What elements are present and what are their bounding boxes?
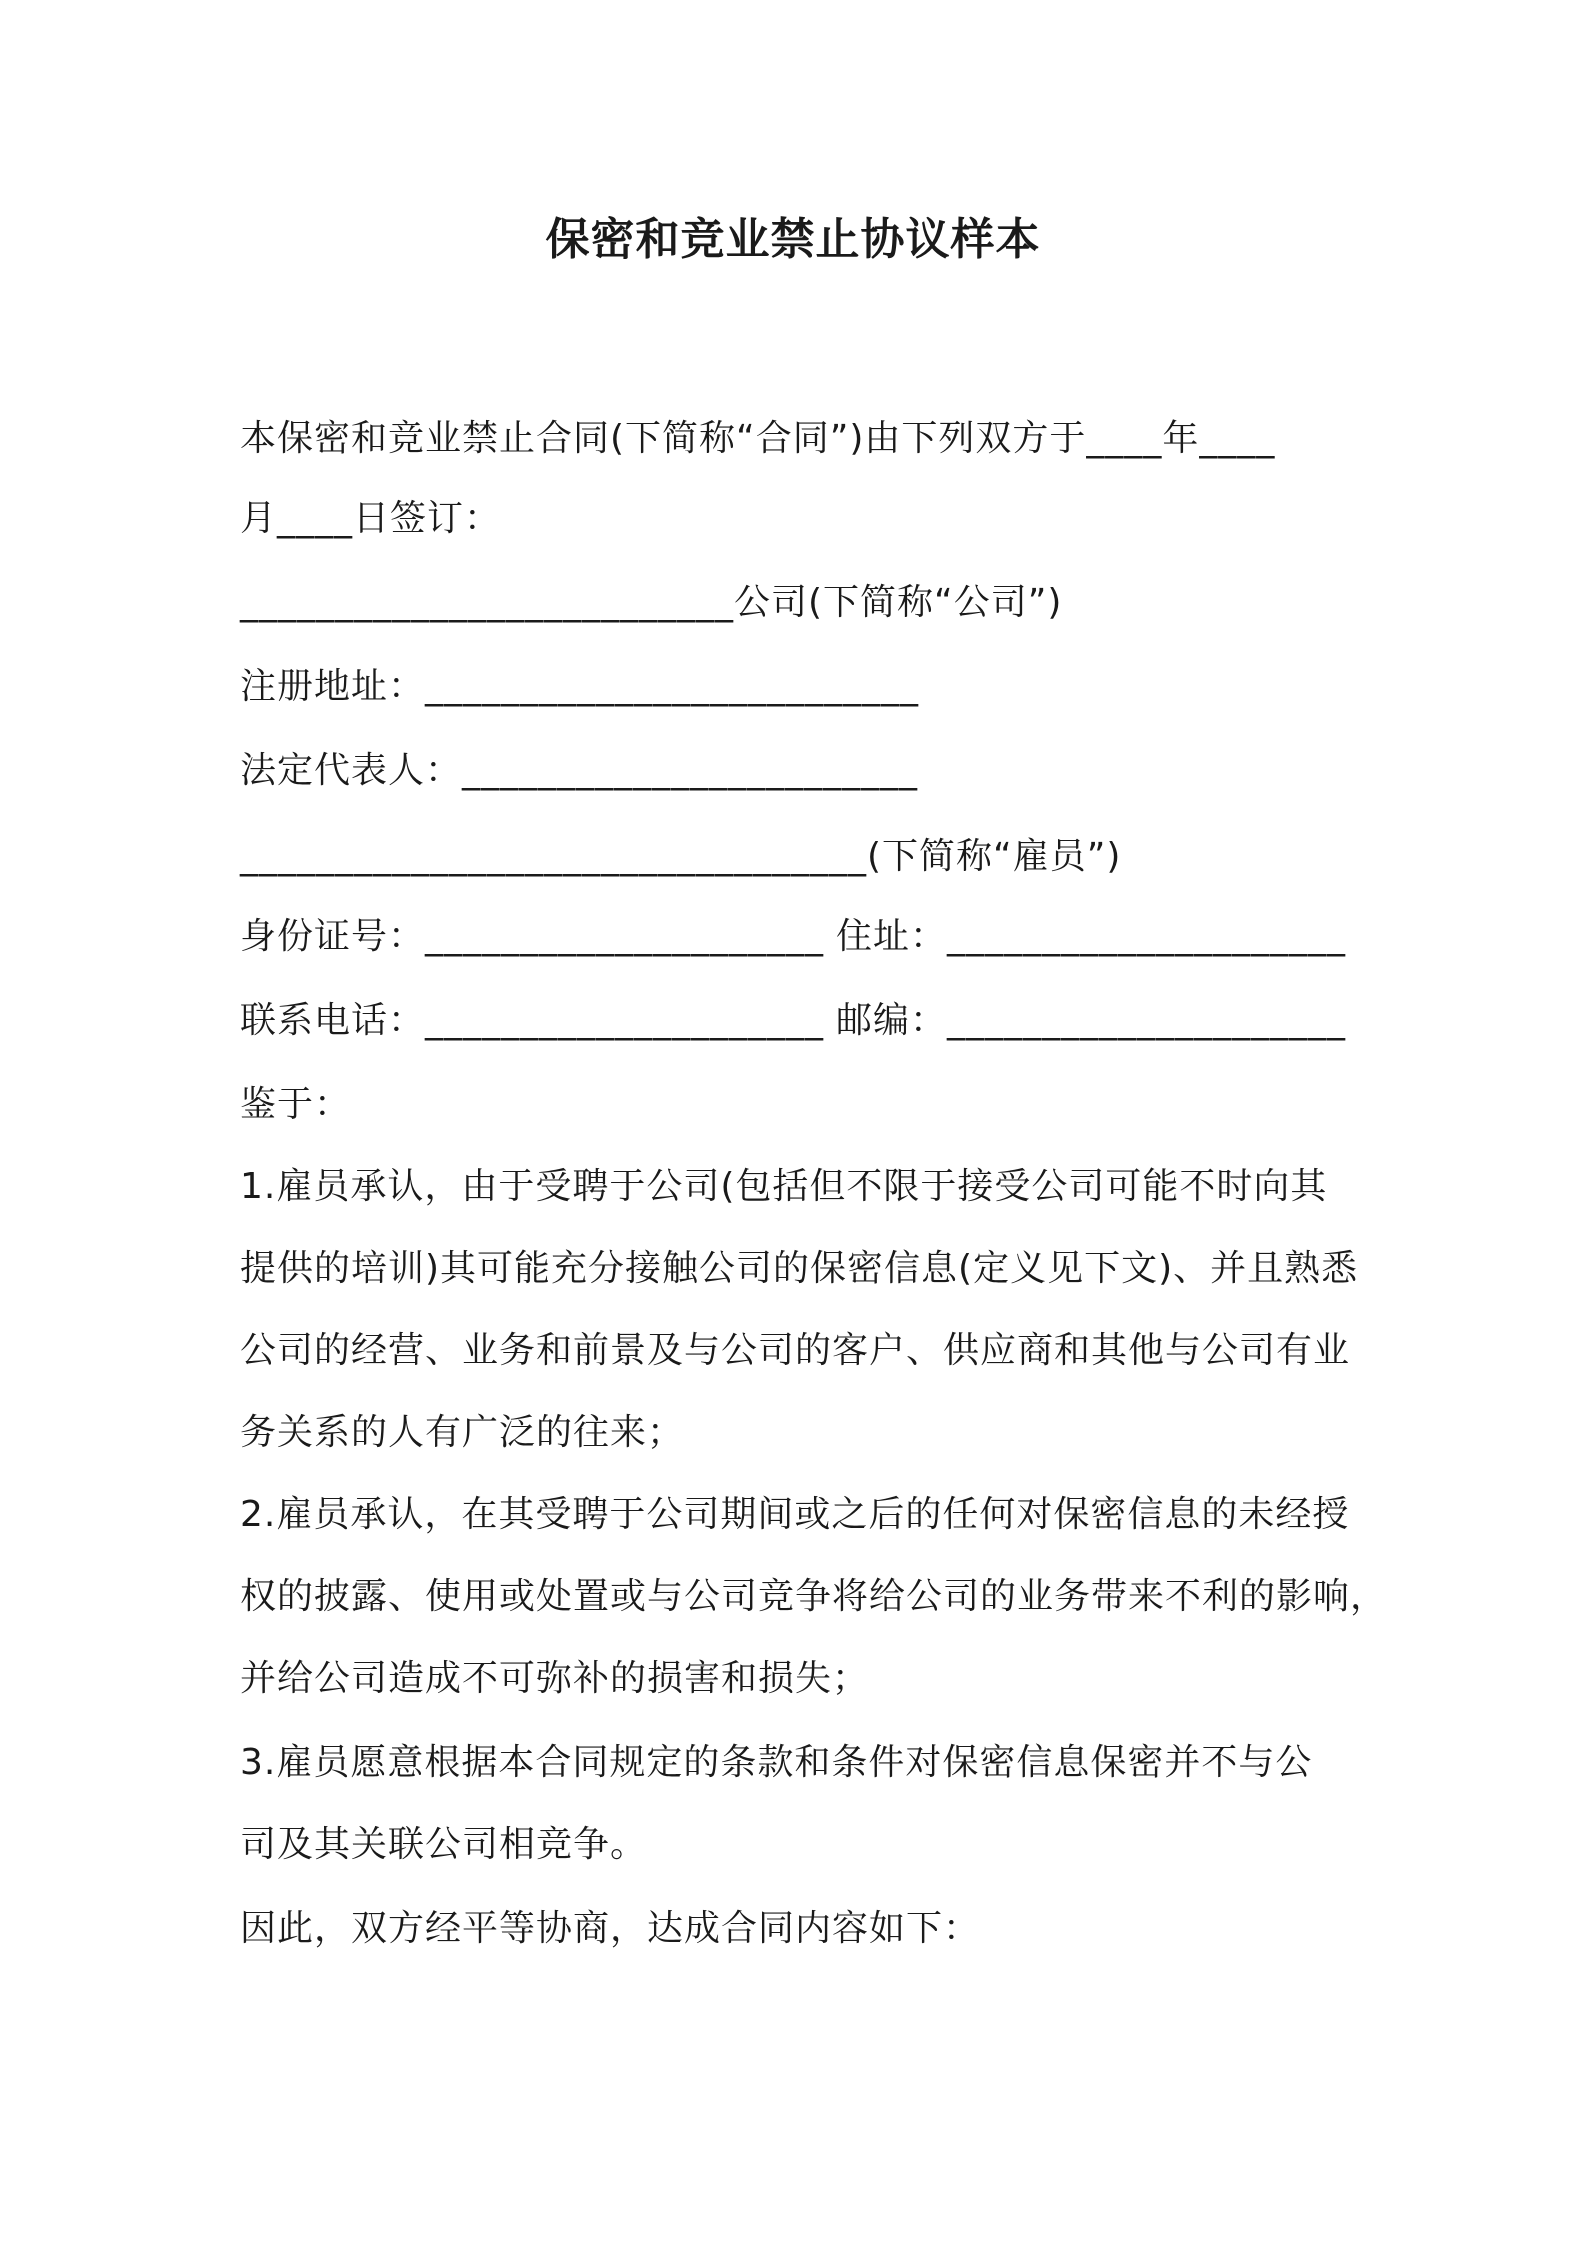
clause-1-line-3: 公司的经营、业务和前景及与公司的客户、供应商和其他与公司有业 <box>240 1330 1351 1371</box>
clause-3-line-2: 司及其关联公司相竞争。 <box>240 1824 648 1865</box>
clause-3-line-1: 3.雇员愿意根据本合同规定的条款和条件对保密信息保密并不与公 <box>240 1742 1313 1783</box>
address-field: 住址：_____________________ <box>836 916 1347 957</box>
intro-line-1: 本保密和竞业禁止合同(下简称“合同”)由下列双方于____年____ <box>240 418 1276 459</box>
id-address-row <box>240 912 1360 962</box>
phone-postcode-row <box>240 996 1360 1046</box>
legal-representative-line: 法定代表人：________________________ <box>240 750 919 791</box>
employee-line: _________________________________(下简称“雇员”) <box>240 836 1122 877</box>
postcode-field: 邮编：_____________________ <box>836 1000 1347 1041</box>
intro-line-2: 月____日签订： <box>240 498 502 539</box>
registered-address-line: 注册地址：__________________________ <box>240 666 920 707</box>
whereas-heading: 鉴于： <box>240 1084 352 1125</box>
document-title: 保密和竞业禁止协议样本 <box>545 214 1041 265</box>
id-number-field: 身份证号：_____________________ <box>240 916 825 957</box>
clause-2-line-1: 2.雇员承认，在其受聘于公司期间或之后的任何对保密信息的未经授 <box>240 1494 1350 1535</box>
clause-1-line-2: 提供的培训)其可能充分接触公司的保密信息(定义见下文)、并且熟悉 <box>240 1248 1359 1289</box>
conclusion-line: 因此，双方经平等协商，达成合同内容如下： <box>240 1908 981 1949</box>
clause-2-line-2: 权的披露、使用或处置或与公司竞争将给公司的业务带来不利的影响， <box>240 1576 1388 1617</box>
clause-1-line-4: 务关系的人有广泛的往来； <box>240 1412 685 1453</box>
clause-1-line-1: 1.雇员承认，由于受聘于公司(包括但不限于接受公司可能不时向其 <box>240 1166 1328 1207</box>
clause-2-line-3: 并给公司造成不可弥补的损害和损失； <box>240 1658 870 1699</box>
phone-field: 联系电话：_____________________ <box>240 1000 825 1041</box>
company-line: __________________________公司(下简称“公司”) <box>240 582 1063 623</box>
